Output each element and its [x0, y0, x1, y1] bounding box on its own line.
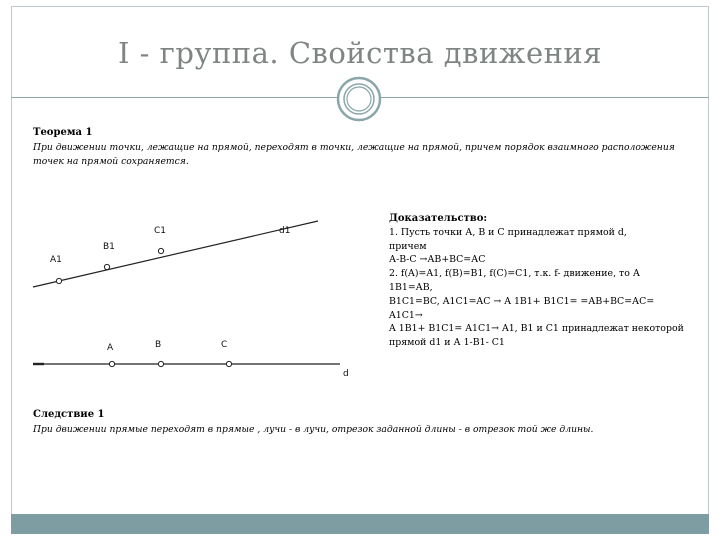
theorem-text: При движении точки, лежащие на прямой, переходят в точки, лежащие на прямой, причем порядок взаимного расположения точек на прямой сохраняется.: [33, 142, 675, 167]
proof-line: А-В-С →АВ+ВС=АС: [389, 254, 486, 266]
proof-heading: Доказательство:: [389, 213, 488, 224]
point-a1: [56, 278, 61, 283]
point-c: [226, 361, 231, 366]
slide-title: I - группа. Свойства движения: [117, 36, 603, 70]
corollary-heading: Следствие 1: [33, 409, 105, 420]
label-d1: d1: [279, 226, 291, 236]
point-a: [109, 361, 114, 366]
proof-line: причем: [389, 240, 427, 252]
label-d: d: [343, 369, 349, 379]
label-b1: B1: [103, 242, 115, 252]
proof-line: 2. f(A)=A1, f(B)=B1, f(C)=C1, т.к. f- движение, то А: [389, 268, 640, 280]
proof-line: A 1B1+ B1C1= A1C1→ A1, B1 и C1 принадлежат некоторой: [389, 323, 684, 335]
label-a1: A1: [50, 255, 62, 265]
point-c1: [158, 248, 163, 253]
footer-band: [11, 514, 709, 534]
proof-line: A1C1→: [389, 309, 423, 321]
proof-block: [389, 212, 689, 350]
proof-line: B1C1=BC, A1C1=AC → A 1B1+ B1C1= =АВ+ВС=АС=: [389, 295, 655, 307]
line-d1: [33, 221, 318, 287]
proof-line: 1B1=АВ,: [389, 281, 433, 293]
label-a: A: [107, 343, 114, 353]
point-b1: [104, 264, 109, 269]
point-b: [158, 361, 163, 366]
label-c1: C1: [154, 226, 167, 236]
corollary-text: При движении прямые переходят в прямые , лучи - в лучи, отрезок заданной длины - в отрезок той же длины.: [33, 424, 594, 435]
proof-line: 1. Пусть точки А, В и С принадлежат прямой d,: [389, 226, 627, 238]
label-c: C: [221, 340, 228, 350]
label-b: B: [155, 340, 162, 350]
theorem-heading: Теорема 1: [33, 127, 93, 138]
proof-line: прямой d1 и А 1-В1- С1: [389, 337, 505, 349]
